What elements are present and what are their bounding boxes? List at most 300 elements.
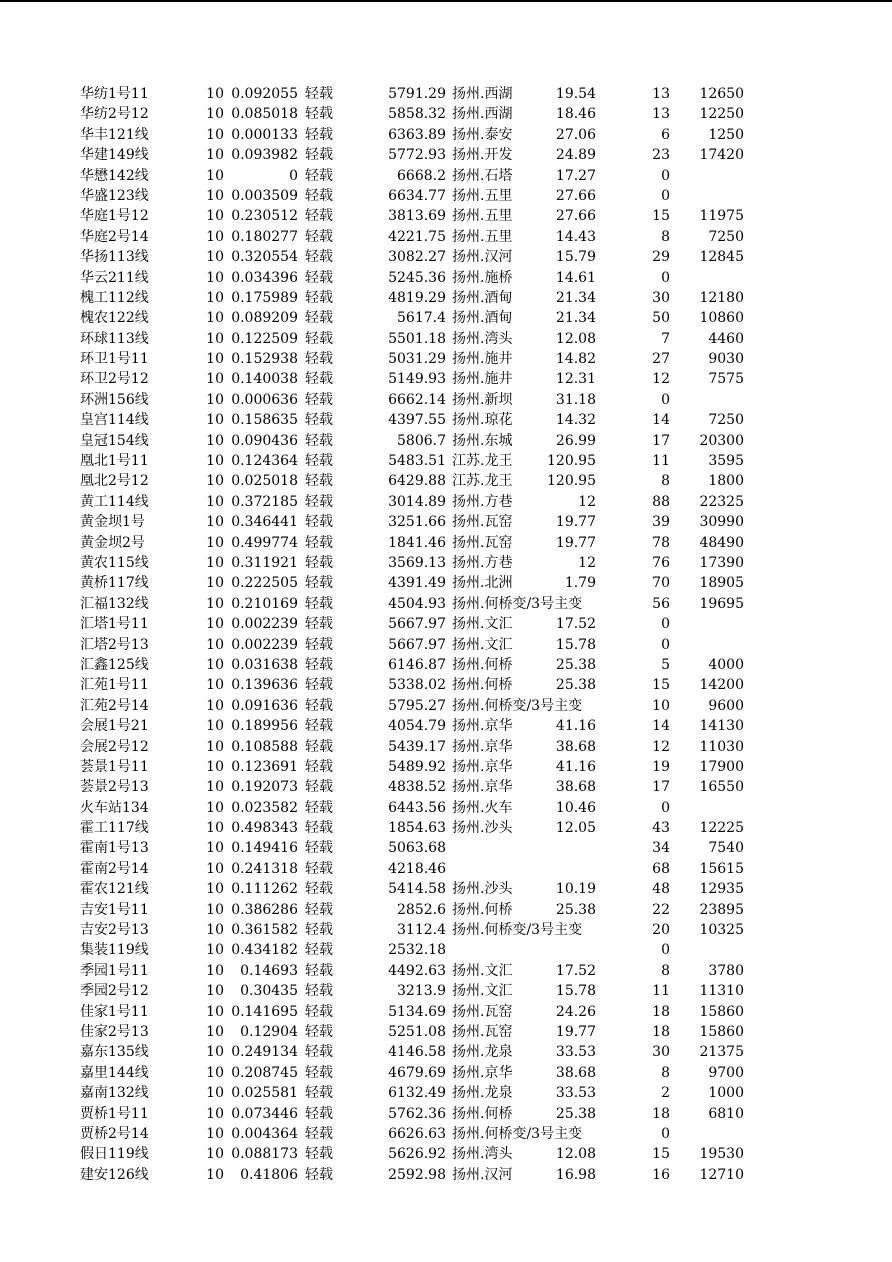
load-status-cell: 轻载 (305, 86, 333, 102)
voltage-cell: 10 (206, 901, 224, 918)
substation-cell: 扬州.何桥 (452, 656, 513, 673)
table-row (0, 573, 892, 593)
voltage-cell: 10 (206, 514, 224, 531)
load-status-cell: 轻载 (305, 1064, 333, 1081)
voltage-cell: 10 (206, 840, 224, 857)
line-name-cell: 嘉南132线 (80, 1085, 149, 1102)
line-name-cell: 华建149线 (80, 147, 149, 164)
capacity-cell: 5762.36 (388, 1105, 446, 1122)
voltage-cell: 10 (206, 820, 224, 837)
voltage-cell: 10 (206, 636, 224, 653)
table-row (0, 512, 892, 532)
length-cell: 10.46 (555, 799, 596, 816)
capacity-cell: 1854.63 (388, 820, 446, 837)
load-rate-cell: 0.361582 (231, 922, 298, 939)
load-rate-cell: 0.386286 (231, 901, 298, 918)
capacity-cell: 6132.49 (388, 1085, 446, 1102)
voltage-cell: 10 (206, 310, 224, 327)
load-rate-cell: 0 (289, 167, 298, 184)
length-cell: 27.66 (555, 187, 596, 204)
capacity-cell: 6626.63 (388, 1125, 446, 1142)
capacity-cell: 5858.32 (388, 106, 446, 123)
substation-cell: 扬州.京华 (452, 779, 513, 796)
table-row (0, 390, 892, 410)
total-capacity-cell: 7250 (708, 412, 744, 429)
count-cell: 0 (661, 616, 670, 633)
count-cell: 8 (661, 228, 670, 245)
count-cell: 0 (661, 167, 670, 184)
load-status-cell: 轻载 (305, 228, 333, 245)
load-status-cell: 轻载 (305, 575, 333, 592)
length-cell: 25.38 (555, 677, 596, 694)
voltage-cell: 10 (206, 432, 224, 449)
count-cell: 48 (652, 881, 670, 898)
length-cell: 120.95 (547, 473, 596, 490)
load-status-cell: 轻载 (305, 514, 333, 531)
load-status-cell: 轻载 (305, 493, 333, 510)
line-name-cell: 假日119线 (80, 1146, 149, 1163)
total-capacity-cell: 12935 (699, 881, 744, 898)
load-status-cell: 轻载 (305, 249, 333, 266)
table-row (0, 920, 892, 940)
line-name-cell: 黄工114线 (80, 493, 149, 510)
total-capacity-cell: 3595 (708, 453, 744, 470)
voltage-cell: 10 (206, 942, 224, 959)
substation-cell: 扬州.何桥 (452, 901, 513, 918)
substation-cell: 江苏.龙王 (452, 473, 513, 490)
capacity-cell: 6634.77 (388, 187, 446, 204)
capacity-cell: 3014.89 (388, 493, 446, 510)
load-rate-cell: 0.14693 (240, 962, 298, 979)
load-rate-cell: 0.023582 (231, 799, 298, 816)
substation-cell: 扬州.开发 (452, 147, 513, 164)
capacity-cell: 5031.29 (388, 351, 446, 368)
load-rate-cell: 0.091636 (231, 697, 298, 714)
total-capacity-cell: 7540 (708, 840, 744, 857)
table-row (0, 655, 892, 675)
total-capacity-cell: 17390 (699, 554, 744, 571)
length-cell: 17.52 (555, 616, 596, 633)
line-name-cell: 槐工112线 (80, 289, 149, 306)
load-rate-cell: 0.152938 (231, 351, 298, 368)
voltage-cell: 10 (206, 1105, 224, 1122)
capacity-cell: 5483.51 (388, 453, 446, 470)
voltage-cell: 10 (206, 330, 224, 347)
total-capacity-cell: 10860 (699, 310, 744, 327)
count-cell: 2 (661, 1085, 670, 1102)
load-status-cell: 轻载 (305, 412, 333, 429)
capacity-cell: 5134.69 (388, 1003, 446, 1020)
total-capacity-cell: 6810 (708, 1105, 744, 1122)
load-status-cell: 轻载 (305, 310, 333, 327)
load-rate-cell: 0.088173 (231, 1146, 298, 1163)
load-status-cell: 轻载 (305, 656, 333, 673)
line-name-cell: 华扬113线 (80, 249, 149, 266)
capacity-cell: 6662.14 (388, 391, 446, 408)
load-rate-cell: 0.111262 (231, 881, 298, 898)
table-row (0, 818, 892, 838)
count-cell: 11 (652, 983, 670, 1000)
count-cell: 16 (652, 1166, 670, 1183)
line-name-cell: 佳家1号11 (80, 1003, 149, 1020)
load-status-cell: 轻载 (305, 697, 333, 714)
count-cell: 13 (652, 86, 670, 102)
voltage-cell: 10 (206, 595, 224, 612)
count-cell: 14 (652, 412, 670, 429)
load-status-cell: 轻载 (305, 1166, 333, 1183)
total-capacity-cell: 16550 (699, 779, 744, 796)
substation-cell: 扬州.施井 (452, 371, 513, 388)
capacity-cell: 5063.68 (388, 840, 446, 857)
load-status-cell: 轻载 (305, 922, 333, 939)
load-status-cell: 轻载 (305, 636, 333, 653)
capacity-cell: 3082.27 (388, 249, 446, 266)
table-row (0, 635, 892, 655)
length-cell: 14.32 (555, 412, 596, 429)
substation-cell: 扬州.龙泉 (452, 1044, 513, 1061)
capacity-cell: 6363.89 (388, 126, 446, 143)
load-status-cell: 轻载 (305, 1105, 333, 1122)
capacity-cell: 5414.58 (388, 881, 446, 898)
table-row (0, 737, 892, 757)
count-cell: 0 (661, 799, 670, 816)
load-rate-cell: 0.034396 (231, 269, 298, 286)
voltage-cell: 10 (206, 473, 224, 490)
voltage-cell: 10 (206, 187, 224, 204)
line-name-cell: 贾桥1号11 (80, 1105, 149, 1122)
table-row (0, 492, 892, 512)
total-capacity-cell: 12650 (699, 86, 744, 102)
table-row (0, 533, 892, 553)
load-rate-cell: 0.004364 (231, 1125, 298, 1142)
load-rate-cell: 0.241318 (231, 860, 298, 877)
capacity-cell: 4146.58 (388, 1044, 446, 1061)
load-status-cell: 轻载 (305, 1125, 333, 1142)
capacity-cell: 4492.63 (388, 962, 446, 979)
voltage-cell: 10 (206, 106, 224, 123)
total-capacity-cell: 1000 (708, 1085, 744, 1102)
voltage-cell: 10 (206, 779, 224, 796)
length-cell: 12 (578, 493, 596, 510)
load-status-cell: 轻载 (305, 187, 333, 204)
table-row (0, 696, 892, 716)
total-capacity-cell: 15860 (699, 1023, 744, 1040)
capacity-cell: 5439.17 (388, 738, 446, 755)
total-capacity-cell: 14130 (699, 718, 744, 735)
load-status-cell: 轻载 (305, 147, 333, 164)
voltage-cell: 10 (206, 922, 224, 939)
length-cell: 18.46 (555, 106, 596, 123)
substation-cell: 扬州.瓦窑 (452, 1003, 513, 1020)
voltage-cell: 10 (206, 962, 224, 979)
total-capacity-cell: 11030 (699, 738, 744, 755)
table-row (0, 940, 892, 960)
load-status-cell: 轻载 (305, 758, 333, 775)
substation-cell: 扬州.酒甸 (452, 310, 513, 327)
load-rate-cell: 0.000636 (231, 391, 298, 408)
load-rate-cell: 0.140038 (231, 371, 298, 388)
voltage-cell: 10 (206, 1044, 224, 1061)
line-name-cell: 华盛123线 (80, 187, 149, 204)
count-cell: 0 (661, 636, 670, 653)
load-status-cell: 轻载 (305, 1023, 333, 1040)
count-cell: 50 (652, 310, 670, 327)
substation-cell: 扬州.何桥变/3号主变 (452, 697, 583, 714)
load-rate-cell: 0.192073 (231, 779, 298, 796)
table-row (0, 553, 892, 573)
count-cell: 0 (661, 391, 670, 408)
substation-cell: 江苏.龙王 (452, 453, 513, 470)
table-row (0, 879, 892, 899)
count-cell: 12 (652, 371, 670, 388)
table-row (0, 288, 892, 308)
table-row (0, 1002, 892, 1022)
table-row (0, 451, 892, 471)
capacity-cell: 4221.75 (388, 228, 446, 245)
line-name-cell: 黄金坝1号 (80, 514, 145, 531)
voltage-cell: 10 (206, 126, 224, 143)
length-cell: 19.77 (555, 514, 596, 531)
length-cell: 38.68 (555, 738, 596, 755)
length-cell: 12.08 (555, 330, 596, 347)
load-rate-cell: 0.41806 (240, 1166, 298, 1183)
capacity-cell: 5795.27 (388, 697, 446, 714)
load-rate-cell: 0.089209 (231, 310, 298, 327)
line-name-cell: 皇宫114线 (80, 412, 149, 429)
load-status-cell: 轻载 (305, 208, 333, 225)
table-row (0, 594, 892, 614)
capacity-cell: 5489.92 (388, 758, 446, 775)
length-cell: 12.31 (555, 371, 596, 388)
table-row (0, 186, 892, 206)
voltage-cell: 10 (206, 1166, 224, 1183)
length-cell: 26.99 (555, 432, 596, 449)
load-rate-cell: 0.210169 (231, 595, 298, 612)
count-cell: 17 (652, 779, 670, 796)
line-name-cell: 华云211线 (80, 269, 149, 286)
length-cell: 33.53 (555, 1044, 596, 1061)
capacity-cell: 3112.4 (397, 922, 446, 939)
voltage-cell: 10 (206, 697, 224, 714)
table-row (0, 410, 892, 430)
load-rate-cell: 0.124364 (231, 453, 298, 470)
line-name-cell: 汇塔1号11 (80, 616, 149, 633)
line-name-cell: 集装119线 (80, 942, 149, 959)
load-rate-cell: 0.092055 (231, 86, 298, 102)
line-name-cell: 建安126线 (80, 1166, 149, 1183)
load-rate-cell: 0.320554 (231, 249, 298, 266)
total-capacity-cell: 3780 (708, 962, 744, 979)
length-cell: 41.16 (555, 758, 596, 775)
count-cell: 39 (652, 514, 670, 531)
length-cell: 15.78 (555, 636, 596, 653)
line-name-cell: 华纺2号12 (80, 106, 149, 123)
voltage-cell: 10 (206, 167, 224, 184)
load-rate-cell: 0.311921 (231, 554, 298, 571)
count-cell: 76 (652, 554, 670, 571)
substation-cell: 扬州.京华 (452, 758, 513, 775)
line-name-cell: 环卫2号12 (80, 371, 149, 388)
load-status-cell: 轻载 (305, 1085, 333, 1102)
table-row (0, 798, 892, 818)
load-rate-cell: 0.093982 (231, 147, 298, 164)
length-cell: 1.79 (564, 575, 596, 592)
count-cell: 5 (661, 656, 670, 673)
load-status-cell: 轻载 (305, 126, 333, 143)
count-cell: 8 (661, 962, 670, 979)
substation-cell: 扬州.文汇 (452, 983, 513, 1000)
line-name-cell: 贾桥2号14 (80, 1125, 149, 1142)
count-cell: 30 (652, 1044, 670, 1061)
line-name-cell: 佳家2号13 (80, 1023, 149, 1040)
total-capacity-cell: 1800 (708, 473, 744, 490)
load-rate-cell: 0.189956 (231, 718, 298, 735)
length-cell: 33.53 (555, 1085, 596, 1102)
total-capacity-cell: 12845 (699, 249, 744, 266)
load-status-cell: 轻载 (305, 677, 333, 694)
voltage-cell: 10 (206, 738, 224, 755)
table-row (0, 961, 892, 981)
table-row (0, 757, 892, 777)
line-name-cell: 汇苑2号14 (80, 697, 149, 714)
total-capacity-cell: 23895 (699, 901, 744, 918)
count-cell: 27 (652, 351, 670, 368)
count-cell: 34 (652, 840, 670, 857)
substation-cell: 扬州.龙泉 (452, 1085, 513, 1102)
load-status-cell: 轻载 (305, 1003, 333, 1020)
load-rate-cell: 0.000133 (231, 126, 298, 143)
line-name-cell: 凰北1号11 (80, 453, 149, 470)
table-row (0, 675, 892, 695)
voltage-cell: 10 (206, 269, 224, 286)
load-status-cell: 轻载 (305, 983, 333, 1000)
line-name-cell: 荟景2号13 (80, 779, 149, 796)
table-row (0, 166, 892, 186)
line-name-cell: 汇苑1号11 (80, 677, 149, 694)
load-status-cell: 轻载 (305, 1146, 333, 1163)
count-cell: 11 (652, 453, 670, 470)
capacity-cell: 3569.13 (388, 554, 446, 571)
substation-cell: 扬州.何桥变/3号主变 (452, 595, 583, 612)
length-cell: 17.52 (555, 962, 596, 979)
voltage-cell: 10 (206, 208, 224, 225)
substation-cell: 扬州.何桥变/3号主变 (452, 922, 583, 939)
table-row (0, 981, 892, 1001)
length-cell: 41.16 (555, 718, 596, 735)
capacity-cell: 5772.93 (388, 147, 446, 164)
total-capacity-cell: 9030 (708, 351, 744, 368)
length-cell: 27.66 (555, 208, 596, 225)
substation-cell: 扬州.京华 (452, 1064, 513, 1081)
length-cell: 10.19 (555, 881, 596, 898)
load-rate-cell: 0.434182 (231, 942, 298, 959)
capacity-cell: 4838.52 (388, 779, 446, 796)
table-row (0, 369, 892, 389)
voltage-cell: 10 (206, 391, 224, 408)
capacity-cell: 1841.46 (388, 534, 446, 551)
capacity-cell: 5501.18 (388, 330, 446, 347)
substation-cell: 扬州.瓦窑 (452, 1023, 513, 1040)
table-row (0, 206, 892, 226)
load-status-cell: 轻载 (305, 962, 333, 979)
voltage-cell: 10 (206, 983, 224, 1000)
table-row (0, 431, 892, 451)
load-rate-cell: 0.222505 (231, 575, 298, 592)
load-status-cell: 轻载 (305, 881, 333, 898)
load-status-cell: 轻载 (305, 391, 333, 408)
length-cell: 24.26 (555, 1003, 596, 1020)
load-status-cell: 轻载 (305, 473, 333, 490)
load-rate-cell: 0.025581 (231, 1085, 298, 1102)
line-name-cell: 环球113线 (80, 330, 149, 347)
load-rate-cell: 0.073446 (231, 1105, 298, 1122)
length-cell: 25.38 (555, 656, 596, 673)
count-cell: 15 (652, 208, 670, 225)
length-cell: 12.08 (555, 1146, 596, 1163)
capacity-cell: 2852.6 (397, 901, 446, 918)
total-capacity-cell: 19530 (699, 1146, 744, 1163)
voltage-cell: 10 (206, 371, 224, 388)
capacity-cell: 6443.56 (388, 799, 446, 816)
total-capacity-cell: 12250 (699, 106, 744, 123)
table-row (0, 104, 892, 124)
load-rate-cell: 0.141695 (231, 1003, 298, 1020)
capacity-cell: 5791.29 (388, 86, 446, 102)
voltage-cell: 10 (206, 351, 224, 368)
capacity-cell: 4397.55 (388, 412, 446, 429)
capacity-cell: 5245.36 (388, 269, 446, 286)
line-name-cell: 季园2号12 (80, 983, 149, 1000)
substation-cell: 扬州.沙头 (452, 820, 513, 837)
substation-cell: 扬州.五里 (452, 187, 513, 204)
voltage-cell: 10 (206, 758, 224, 775)
load-status-cell: 轻载 (305, 779, 333, 796)
line-name-cell: 黄金坝2号 (80, 534, 145, 551)
substation-cell: 扬州.方巷 (452, 554, 513, 571)
total-capacity-cell: 17420 (699, 147, 744, 164)
count-cell: 29 (652, 249, 670, 266)
count-cell: 18 (652, 1023, 670, 1040)
capacity-cell: 4054.79 (388, 718, 446, 735)
count-cell: 0 (661, 942, 670, 959)
length-cell: 19.77 (555, 534, 596, 551)
load-rate-cell: 0.122509 (231, 330, 298, 347)
table-row (0, 1083, 892, 1103)
load-status-cell: 轻载 (305, 330, 333, 347)
voltage-cell: 10 (206, 1125, 224, 1142)
voltage-cell: 10 (206, 718, 224, 735)
capacity-cell: 5338.02 (388, 677, 446, 694)
substation-cell: 扬州.瓦窑 (452, 514, 513, 531)
load-rate-cell: 0.158635 (231, 412, 298, 429)
count-cell: 19 (652, 758, 670, 775)
length-cell: 25.38 (555, 901, 596, 918)
line-name-cell: 霍南2号14 (80, 860, 149, 877)
table-row (0, 1104, 892, 1124)
count-cell: 78 (652, 534, 670, 551)
voltage-cell: 10 (206, 1085, 224, 1102)
substation-cell: 扬州.何桥 (452, 677, 513, 694)
voltage-cell: 10 (206, 453, 224, 470)
load-rate-cell: 0.346441 (231, 514, 298, 531)
load-status-cell: 轻载 (305, 351, 333, 368)
line-name-cell: 嘉里144线 (80, 1064, 149, 1081)
capacity-cell: 5806.7 (397, 432, 446, 449)
voltage-cell: 10 (206, 249, 224, 266)
count-cell: 70 (652, 575, 670, 592)
load-status-cell: 轻载 (305, 901, 333, 918)
total-capacity-cell: 19695 (699, 595, 744, 612)
